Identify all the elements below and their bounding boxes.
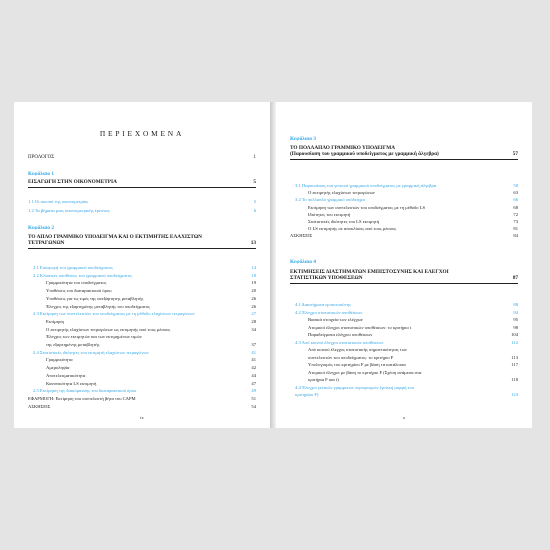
entry-page: 26 [251, 303, 256, 309]
right-page [276, 102, 532, 428]
entry-page: 37 [251, 342, 256, 347]
toc-entry[interactable] [308, 212, 518, 217]
toc-entry[interactable] [308, 205, 518, 210]
toc-entry[interactable] [308, 332, 518, 337]
entry-label: Ατομικοί έλεγχοι με βάση το κριτήριο F (Σχέση ανάμεσα στα [308, 369, 422, 375]
entry-page: 14 [251, 265, 256, 270]
chapter-4-rule [290, 283, 518, 284]
toc-entry[interactable] [28, 396, 256, 401]
toc-entry[interactable] [46, 288, 256, 293]
entry-label: 2.3 Εκτίμηση των συντελεστών του υποδείγματος με τη μέθοδο ελαχίστων τετραγώνων [33, 311, 195, 317]
entry-page: 66 [513, 197, 518, 203]
entry-page: 112 [511, 339, 518, 345]
entry-page: 58 [513, 183, 518, 188]
toc-entry[interactable] [46, 280, 256, 285]
chapter-2-label[interactable]: Κεφάλαιο 2 [28, 225, 54, 231]
toc-entry[interactable] [46, 327, 256, 332]
toc-entry[interactable] [308, 226, 518, 231]
entry-page: 20 [251, 288, 256, 294]
chapter-3-rule [290, 159, 518, 160]
toc-entry[interactable] [33, 311, 256, 316]
entry-page: 42 [251, 365, 256, 371]
toc-entry[interactable] [33, 350, 256, 355]
entry-page: 34 [251, 326, 256, 332]
left-toc [28, 102, 256, 428]
page-folio: x [402, 415, 406, 420]
entry-label: Ιδιότητες του εκτιμητή [308, 211, 351, 217]
entry-label: κριτήρια F και t) [308, 377, 339, 382]
left-page [14, 102, 270, 428]
toc-entry[interactable] [33, 265, 256, 270]
entry-page: 98 [513, 324, 518, 330]
entry-label: 3.1 Παρουσίαση του γενικού γραμμικού υποδείγματος με γραμμική άλγεβρα [295, 183, 437, 188]
toc-entry[interactable]: 1.2 Τα βήματα μιας οικονομετρικής έρευνας 6 [28, 208, 256, 213]
entry-page: 44 [251, 372, 256, 378]
entry-page: 72 [513, 211, 518, 217]
chapter-1-title[interactable]: ΕΙΣΑΓΩΓΗ ΣΤΗΝ ΟΙΚΟΝΟΜΕΤΡΙΑ 5 [28, 179, 256, 185]
entry-page: 41 [251, 357, 256, 363]
chapter-1-label[interactable]: Κεφάλαιο 1 [28, 171, 54, 177]
entry-label: Ο εκτιμητής ελαχίστων τετραγώνων [308, 190, 375, 196]
entry-label: ΠΡΟΛΟΓΟΣ [28, 155, 55, 160]
entry-label: 2.5 Εκτίμηση της διακύμανσης του διαταρακτικού όρου [33, 388, 137, 394]
toc-entry[interactable] [46, 334, 256, 339]
entry-label: 4.3 Από κοινού έλεγχοι στατιστικών υποθέσεων [295, 339, 384, 345]
entry-label: Αμεροληψία [46, 365, 70, 371]
chapter-4-label[interactable]: Κεφάλαιο 4 [290, 259, 316, 265]
entry-label: ΑΣΚΗΣΕΙΣ [290, 233, 313, 239]
chapter-2-rule [28, 248, 256, 249]
chapter-2-page: 13 [250, 240, 256, 247]
toc-entry[interactable] [295, 392, 518, 397]
entry-label: Στατιστικές ιδιότητες του LS εκτιμητή [308, 219, 380, 224]
entry-label: 3.2 Το πολλαπλό γραμμικό υπόδειγμα [295, 197, 365, 203]
right-toc [290, 102, 518, 428]
page-folio: ix [140, 415, 144, 420]
entry-page: 123 [511, 392, 518, 397]
chapter-4-title[interactable]: ΕΚΤΙΜΗΣΕΙΣ ΔΙΑΣΤΗΜΑΤΩΝ ΕΜΠΙΣΤΟΣΥΝΗΣ ΚΑΙ ΕΛΕΓΧΟΙ ΣΤΑΤΙΣΤΙΚΩΝ ΥΠΟΘΕΣΕΩΝ 87 [290, 269, 518, 282]
chapter-4-page: 87 [512, 275, 518, 282]
entry-label: Κανονικότητα LS εκτιμητή [46, 380, 97, 386]
entry-page: 19 [251, 280, 256, 286]
entry-label: Βασικά στοιχεία των ελέγχων [308, 317, 363, 322]
toc-entry[interactable] [308, 190, 518, 195]
entry-page: 63 [513, 190, 518, 196]
entry-label: Υπολογισμός του κριτηρίου F με βάση τα κατάλοιπα [308, 362, 406, 367]
toc-entry[interactable] [308, 317, 518, 322]
toc-entry[interactable] [290, 233, 518, 238]
toc-entry[interactable] [46, 342, 256, 347]
entry-label: 2.2 Κλασικές υποθέσεις του γραμμικού υποδείγματος [33, 272, 132, 278]
entry-label: Γραμμικότητα [46, 357, 73, 363]
toc-entry[interactable] [308, 362, 518, 367]
entry-page: 1 [253, 155, 256, 160]
entry-page: 47 [251, 380, 256, 386]
entry-label: Εκτίμηση των συντελεστών του υποδείγματος με τη μέθοδο LS [308, 204, 426, 210]
toc-entry[interactable] [295, 310, 518, 315]
entry-label: Έλεγχος των εκτιμητών και των εκτιμημένων τιμών [46, 334, 142, 340]
entry-page: 68 [513, 204, 518, 210]
toc-entry[interactable] [46, 304, 256, 309]
entry-page: 41 [251, 349, 256, 355]
toc-entry[interactable] [33, 273, 256, 278]
entry-label: Υποθέσεις για τις τιμές της ανεξάρτητης μεταβλητής [46, 295, 144, 301]
toc-entry[interactable] [46, 381, 256, 386]
entry-label: Έλεγχος της εξαρτημένης μεταβλητής του υποδείγματος [46, 303, 150, 309]
entry-label: της εξαρτημένης μεταβλητής [46, 342, 100, 347]
toc-entry[interactable] [295, 302, 518, 307]
entry-page: 94 [513, 309, 518, 315]
entry-label: 4.1 Διαστήματα εμπιστοσύνης [295, 302, 351, 307]
toc-entry-prologue[interactable] [28, 155, 256, 160]
entry-label: ΑΣΚΗΣΕΙΣ [28, 403, 51, 409]
entry-page: 51 [251, 395, 256, 401]
toc-entry[interactable] [308, 355, 518, 360]
entry-label: Γραμμικότητα του υποδείγματος [46, 280, 107, 286]
toc-entry[interactable] [308, 325, 518, 330]
chapter-3-page: 57 [512, 151, 518, 158]
entry-label: Παραδείγματα ελέγχου υποθέσεων [308, 332, 373, 337]
entry-page: 49 [251, 388, 256, 394]
entry-page: 95 [513, 317, 518, 322]
toc-entry[interactable] [295, 197, 518, 202]
chapter-2-title[interactable]: ΤΟ ΑΠΛΟ ΓΡΑΜΜΙΚΟ ΥΠΟΔΕΙΓΜΑ ΚΑΙ Ο ΕΚΤΙΜΗΤΗΣ ΕΛΑΧΙΣΤΩΝ ΤΕΤΡΑΓΩΝΩΝ 13 [28, 234, 256, 247]
entry-page: 88 [513, 302, 518, 307]
toc-entry[interactable] [28, 404, 256, 409]
toc-entry[interactable] [308, 347, 518, 352]
toc-entry[interactable] [295, 385, 518, 390]
entry-label: συντελεστών του υποδείγματος: το κριτήριο F [308, 354, 394, 360]
entry-label: Ο εκτιμητής ελαχίστων τετραγώνων ως εκτιμητής από τους μέσους [46, 326, 171, 332]
entry-label: 4.4 Έλεγχοι γενικών γραμμικών περιορισμών (γενική μορφή του [295, 384, 415, 390]
toc-entry[interactable] [46, 373, 256, 378]
entry-page: 118 [511, 377, 518, 382]
toc-entry[interactable] [308, 370, 518, 375]
entry-label: Υποθέσεις του διαταρακτικού όρου [46, 288, 112, 294]
entry-label: Αποτελεσματικότητα [46, 372, 86, 378]
entry-label: Ο LS εκτιμητής σε αποκλίσεις από τους μέσους [308, 226, 397, 232]
toc-entry[interactable] [295, 183, 518, 188]
entry-label: Εκτίμηση [46, 318, 64, 324]
entry-label: 2.4 Στατιστικές ιδιότητες του εκτιμητή ελαχίστων τετραγώνων [33, 349, 149, 355]
chapter-3-label[interactable]: Κεφάλαιο 3 [290, 136, 316, 142]
entry-label: 2.1 Εισαγωγή του γραμμικού υποδείγματος [33, 265, 113, 270]
toc-entry[interactable]: 1.1 Οι σκοποί της οικονομετρίας 5 [28, 199, 256, 204]
toc-entry[interactable] [46, 357, 256, 362]
toc-entry[interactable] [33, 388, 256, 393]
entry-page: 104 [511, 332, 518, 337]
entry-page: 54 [251, 403, 256, 409]
entry-page: 73 [513, 219, 518, 224]
toc-entry[interactable] [46, 319, 256, 324]
entry-page: 27 [251, 311, 256, 317]
chapter-1-rule [28, 187, 256, 188]
entry-page: 28 [251, 318, 256, 324]
entry-label: ΕΦΑΡΜΟΓΗ: Εκτίμηση του συντελεστή βήτα του CAPM [28, 395, 136, 401]
entry-page: 113 [511, 354, 518, 360]
entry-page: 84 [513, 233, 518, 239]
entry-label: κριτηρίου F) [295, 392, 319, 397]
entry-label: Από κοινού έλεγχος στατιστικής σημαντικότητας των [308, 347, 407, 352]
toc-entry[interactable] [308, 219, 518, 224]
chapter-1-page: 5 [253, 179, 256, 185]
toc-entry[interactable] [308, 377, 518, 382]
entry-page: 81 [513, 226, 518, 232]
toc-heading: ΠΕΡΙΕΧΟΜΕΝΑ [99, 129, 185, 138]
entry-label: 4.2 Έλεγχοι στατιστικών υποθέσεων [295, 309, 363, 315]
toc-entry[interactable] [46, 296, 256, 301]
entry-label: Ατομικοί έλεγχοι στατιστικών υποθέσεων: το κριτήριο t [308, 324, 412, 330]
entry-page: 18 [251, 272, 256, 278]
chapter-3-title[interactable]: ΤΟ ΠΟΛΛΑΠΛΟ ΓΡΑΜΜΙΚΟ ΥΠΟΔΕΙΓΜΑ (Παρουσίαση του γραμμικού υποδείγματος με γραμμική άλγεβρα) 57 [290, 145, 518, 158]
toc-entry[interactable] [46, 365, 256, 370]
entry-page: 26 [251, 295, 256, 301]
entry-page: 117 [511, 362, 518, 367]
toc-entry[interactable] [295, 340, 518, 345]
